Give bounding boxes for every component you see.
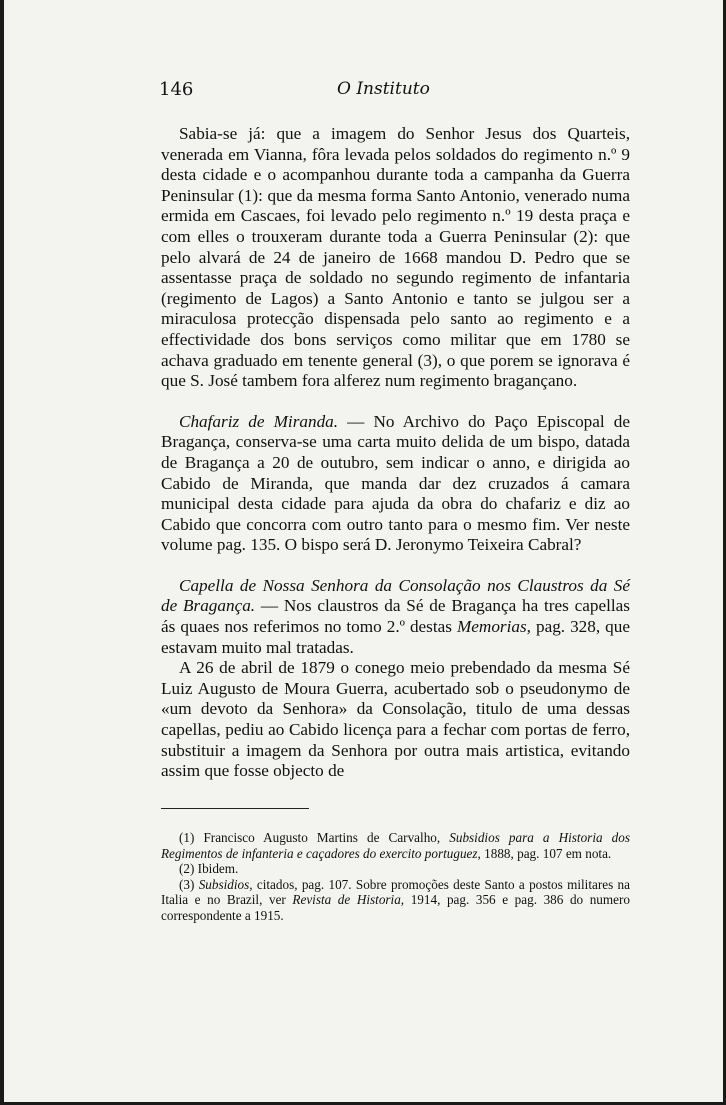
body-text [161,124,630,782]
footnote-2: (2) Ibidem. [179,861,239,877]
section-title-capella: Capella de Nossa Senhora da Consolação nos Claustros da Sé de Bragança. [161,575,630,616]
page-number: 146 [159,79,194,100]
page-header [159,79,629,103]
footnote-rule [161,808,309,809]
paragraph-regiments: Sabia-se já: que a imagem do Senhor Jesus dos Quarteis, venerada em Vianna, fôra levada pelos soldados do regimento n.º 9 desta cidade e o acompanhou durante toda a campanha da Guerra Peninsular (1): que da mesma forma Santo Antonio, venerado numa ermida em Cascaes, foi levado pelo regimento n.º 19 desta praça e com elles o trouxeram durante toda a Guerra Peninsular (2): que pelo alvará de 24 de janeiro de 1668 mandou D. Pedro que se assentasse praça de soldado no segundo regimento de infantaria (regimento de Lagos) a Santo Antonio e tanto se julgou ser a miraculosa protecção dispensada pelo santo ao regimento e a effectividade dos bons serviços como militar que em 1780 se achava graduado em tenente general (3), o que porem se ignorava é que S. José tambem fora alferez num regimento bragançano. [161,124,630,391]
running-title: O Instituto [337,79,430,99]
section-title-chafariz: Chafariz de Miranda. [179,411,339,431]
footnote-3-title: Subsidios, [198,876,253,892]
footnote-1 [161,830,630,861]
paragraph-capella-text-b: pag. 328, que estavam muito mal tratadas. [161,617,630,657]
footnotes [161,830,630,924]
paragraph-capella [161,576,630,658]
footnote-3-text-c: 1914, pag. 356 e pag. 386 do numero correspondente a 1915. [161,892,631,923]
footnote-3 [161,877,630,924]
footnote-1-text-b: 1888, pag. 107 em nota. [480,845,612,861]
paragraph-chafariz [161,412,630,556]
footnote-1-title: Subsidios para a Historia dos Regimentos de infanteria e caçadores do exercito portuguez, [161,830,630,861]
footnote-1-text-a: (1) Francisco Augusto Martins de Carvalho, [179,830,450,845]
paragraph-capella-text-a: — Nos claustros da Sé de Bragança ha tres capellas ás quaes nos referimos no tomo 2.º destas [161,596,630,637]
paragraph-conego: A 26 de abril de 1879 o conego meio prebendado da mesma Sé Luiz Augusto de Moura Guerra, acubertado sob o pseudonymo de «um devoto da Senhora» da Consolação, titulo de uma dessas capellas, pediu ao Cabido licença para a fechar com portas de ferro, substituir a imagem da Senhora por outra mais artistica, evitando assim que fosse objecto de [161,658,630,781]
footnote-3-title2: Revista de Historia, [292,892,405,908]
footnote-3-text-a: (3) [179,876,199,892]
footnote-3-text-b: citados, pag. 107. Sobre promoções deste Santo a postos militares na Italia e no Brazil, ver [161,876,630,908]
memorias-title: Memorias, [456,617,531,637]
paragraph-chafariz-text: — No Archivo do Paço Episcopal de Bragança, conserva-se uma carta muito delida de um bispo, datada de Bragança a 20 de outubro, sem indicar o anno, e dirigida ao Cabido de Miranda, que manda dar dez cruzados á camara municipal desta cidade para ajuda da obra do chafariz e diz ao Cabido que concorra com outro tanto para o mesmo fim. Ver neste volume pag. 135. O bispo será D. Jeronymo Teixeira Cabral? [161,411,630,555]
